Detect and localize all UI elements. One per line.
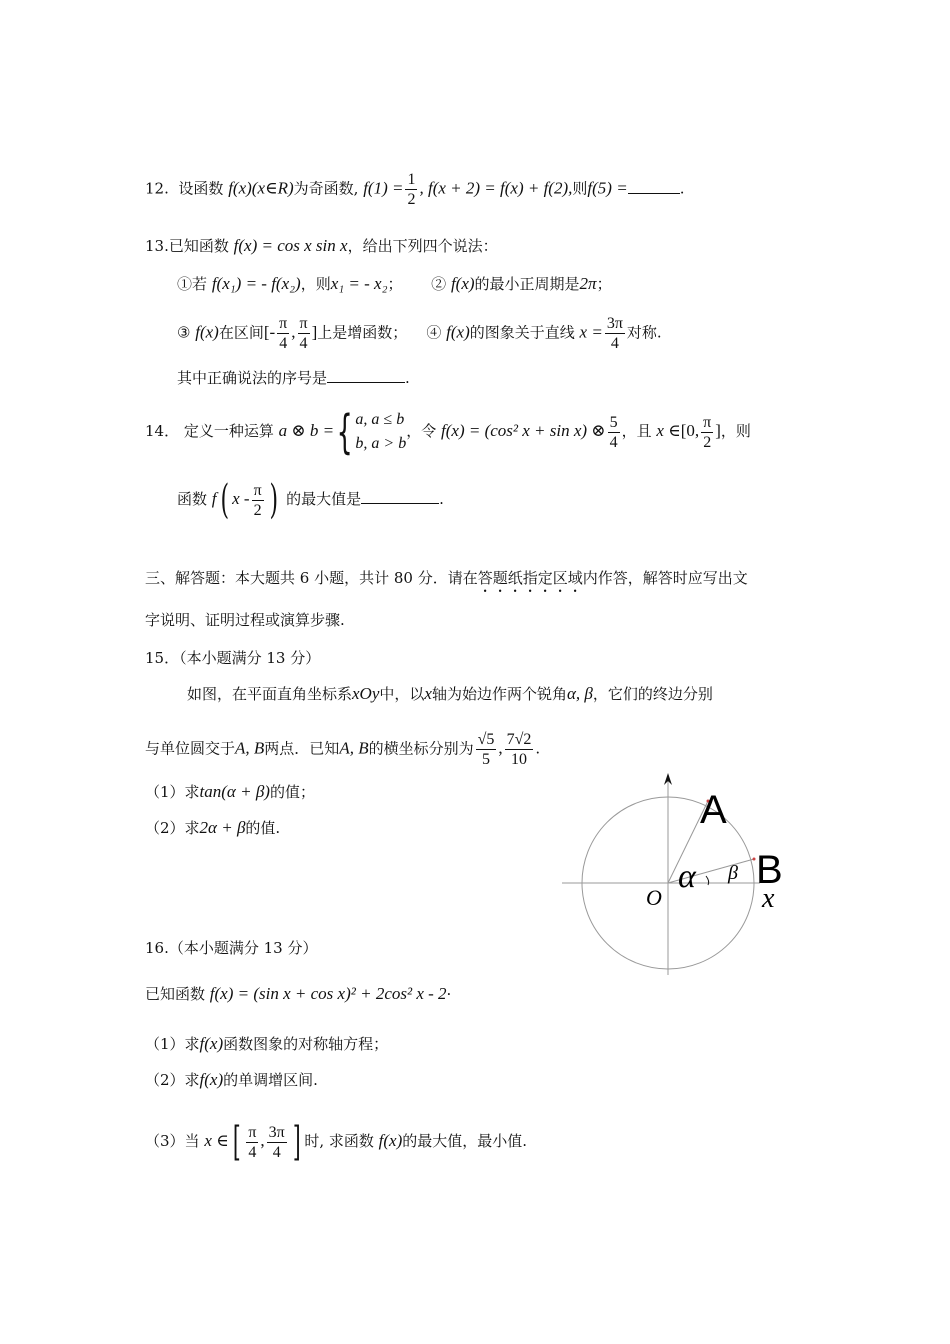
angle-arc [706, 876, 709, 885]
q13-expr: f(x) [446, 322, 470, 342]
q16-fraction: $\frac{\pi}{4}$ [248, 1123, 257, 1161]
q12-expr: f(x)(x∈R) [228, 178, 294, 198]
q16-given: 已知函数 f(x) = (sin x + cos x)² + 2cos² x - 2· [145, 984, 452, 1003]
q12-text: 设函数 [178, 179, 224, 198]
q14-expr: x ∈ [656, 421, 681, 440]
q16-subquestion-2: （2）求f(x)的单调增区间. [145, 1070, 318, 1089]
q13-expr: x = [579, 322, 603, 342]
q13-expr: f(x) = cos x sin x [233, 236, 348, 255]
q16-subquestion-1: （1）求f(x)函数图象的对称轴方程； [145, 1034, 389, 1053]
q13-expr: f(x₁) = - f(x₂) [211, 274, 301, 293]
q13-expr: f(x) [450, 274, 475, 293]
answer-blank [628, 179, 680, 194]
q13-text: ，给出下列四个说法： [347, 237, 498, 255]
statement-marker: ② [431, 275, 447, 293]
q13-text: 已知函数 [168, 237, 229, 255]
q12-expr: f(1) = [363, 178, 404, 198]
q16-expr: f(x) [378, 1131, 403, 1150]
q15-fraction: $\frac{√5}{5}$ [477, 731, 495, 768]
q16-fraction: $\frac{3\pi}{4}$ [268, 1123, 285, 1161]
q12-expr: f(5) = [587, 178, 628, 198]
q15-fraction: $\frac{7√2}{10}$ [506, 731, 532, 768]
q14-expr: f(x) = (cos² x + sin x) ⊗ [441, 421, 606, 440]
question-12: 12. 设函数 f(x)(x∈R)为奇函数, f(1) = $\frac{1}{2}$ , f(x + 2) = f(x) + f(2),则f(5) = . [145, 171, 685, 208]
emphasized-text: 答题纸指定区域 [477, 569, 583, 587]
q12-number: 12. [145, 179, 169, 198]
q12-fraction: $\frac{1}{2}$ [407, 171, 416, 208]
q13-expr: x₁ = - x₂ [330, 274, 388, 293]
q13-expr: 2π [579, 274, 597, 293]
q14-expr: a ⊗ b = [278, 421, 335, 440]
q12-text: 为奇函数, [293, 179, 359, 198]
q14-fraction: $\frac{5}{4}$ [609, 413, 618, 451]
q14-expr: x - [232, 489, 250, 508]
label-o: O [646, 885, 662, 910]
q14-cases: a, a ≤ b b, a > b [355, 411, 407, 452]
answer-blank [327, 368, 405, 383]
q13-fraction: $\frac{3\pi}{4}$ [606, 315, 623, 352]
q15-paragraph-1: 如图，在平面直角坐标系xOy中，以x轴为始边作两个锐角α, β，它们的终边分别 [187, 684, 713, 703]
q16-expr: x ∈ [204, 1131, 229, 1150]
q14-fraction: $\frac{\pi}{2}$ [253, 481, 262, 519]
statement-marker: ③ [177, 323, 191, 342]
left-brace: { [336, 405, 353, 459]
label-a: A [700, 788, 727, 832]
q15-paragraph-2: 与单位圆交于A, B两点．已知A, B的横坐标分别为 $\frac{√5}{5}$ , $\frac{7√2}{10}$ . [145, 731, 541, 768]
q16-subquestion-3: （3）当 x ∈[ $\frac{\pi}{4}$ , $\frac{3\pi}{4}$ ] 时, 求函数 f(x)的最大值，最小值. [145, 1119, 528, 1165]
q14-expr: f [211, 489, 217, 508]
q13-number: 13. [145, 237, 169, 255]
q15-subquestion-2: （2）求2α + β的值. [145, 818, 281, 837]
answer-blank [361, 489, 439, 504]
question-14: 14． 定义一种运算 a ⊗ b ={ a, a ≤ b b, a > b ，令 f(x) = (cos² x + sin x) ⊗ $\frac{5}{4}$ ，且 x ∈[0, $\frac{\pi}{2}$ ]，则 [145, 405, 751, 459]
label-b: B [756, 848, 783, 892]
q14-number: 14． [145, 422, 180, 440]
q16-expr: f(x) = (sin x + cos x)² + 2cos² x - 2 [209, 984, 447, 1003]
label-x: x [762, 883, 775, 914]
section-3-line-2: 字说明、证明过程或演算步骤. [145, 611, 345, 629]
q14-fraction: $\frac{\pi}{2}$ [703, 413, 712, 451]
label-alpha: α [678, 858, 696, 895]
q15-subquestion-1: （1）求tan(α + β)的值； [145, 782, 315, 801]
statement-marker: ① [177, 275, 193, 293]
q13-fraction: $\frac{\pi}{4}$ [279, 315, 288, 352]
question-13 [145, 236, 498, 256]
q12-text: 则 [572, 179, 588, 198]
q13-fraction: $\frac{\pi}{4}$ [299, 315, 308, 352]
q14-line-2: 函数 f( x - $\frac{\pi}{2}$ ) 的最大值是 . [177, 477, 444, 523]
q15-title: 15．（本小题满分 13 分） [145, 649, 321, 667]
q12-expr: , f(x + 2) = f(x) + f(2), [419, 178, 573, 198]
unit-circle-figure [560, 765, 790, 980]
statement-marker: ④ [426, 323, 442, 342]
label-beta: β [728, 862, 738, 884]
q13-expr: f(x) [195, 322, 219, 342]
section-3-heading: 三、解答题：本大题共 6 小题，共计 80 分．请在答题纸指定区域内作答，解答时应写出文 [145, 569, 748, 587]
q13-statements-row-2: ③ f(x)在区间[- $\frac{\pi}{4}$ , $\frac{\pi}{4}$ ]上是增函数； ④ f(x)的图象关于直线 x = $\frac{3\pi}{4}$ 对称. [177, 315, 662, 352]
q16-title: 16.（本小题满分 13 分） [145, 939, 318, 957]
q13-ask: 其中正确说法的序号是 . [177, 369, 410, 387]
q13-statements-row-1: ①若 f(x₁) = - f(x₂)，则x₁ = - x₂； ② f(x)的最小正周期是2π； [177, 274, 612, 293]
